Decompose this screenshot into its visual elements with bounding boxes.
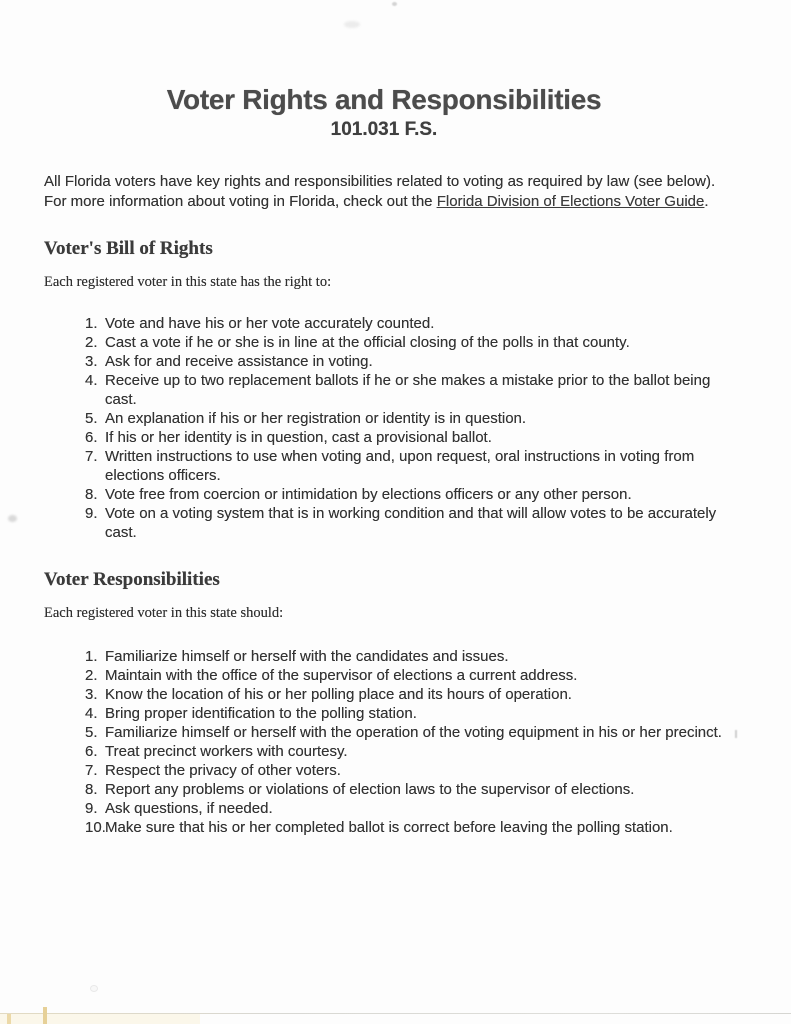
list-item-text: Written instructions to use when voting and, upon request, oral instructions in voting from elections officers. <box>105 448 695 484</box>
list-item-number: 6. <box>85 743 98 760</box>
list-item-number: 8. <box>85 781 98 798</box>
list-item-number: 8. <box>85 486 98 503</box>
scan-speck <box>392 2 397 6</box>
list-item-number: 2. <box>85 667 98 684</box>
list-item-text: Familiarize himself or herself with the operation of the voting equipment in his or her precinct. <box>105 724 722 741</box>
list-item <box>85 799 745 818</box>
scan-page-edge-mark <box>7 1014 11 1024</box>
scan-page-edge-shadow <box>0 1014 200 1024</box>
list-item <box>85 504 745 542</box>
responsibilities-section-heading: Voter Responsibilities <box>44 569 220 590</box>
scan-speck <box>735 730 737 738</box>
list-item <box>85 704 745 723</box>
list-item-text: Vote free from coercion or intimidation by elections officers or any other person. <box>105 486 632 503</box>
list-item <box>85 485 745 504</box>
statute-subtitle: 101.031 F.S. <box>330 119 438 140</box>
list-item-number: 7. <box>85 448 98 465</box>
responsibilities-section-lead: Each registered voter in this state should: <box>44 605 284 621</box>
list-item-number: 4. <box>85 372 98 389</box>
list-item <box>85 371 745 409</box>
list-item <box>85 428 745 447</box>
intro-line2-suffix: . <box>704 192 709 210</box>
responsibilities-list <box>85 647 745 837</box>
list-item-text: Know the location of his or her polling place and its hours of operation. <box>105 686 572 703</box>
list-item-number: 9. <box>85 800 98 817</box>
scan-smudge <box>8 515 17 522</box>
intro-paragraph <box>44 172 745 211</box>
list-item-number: 7. <box>85 762 98 779</box>
list-item-text: Familiarize himself or herself with the candidates and issues. <box>105 648 509 665</box>
list-item-number: 6. <box>85 429 98 446</box>
intro-line1: All Florida voters have key rights and responsibilities related to voting as required by law (see below). <box>44 173 716 190</box>
list-item-text: If his or her identity is in question, cast a provisional ballot. <box>105 429 492 446</box>
rights-section-lead: Each registered voter in this state has the right to: <box>44 274 332 290</box>
list-item-text: Make sure that his or her completed ballot is correct before leaving the polling station. <box>105 819 673 836</box>
list-item-text: Respect the privacy of other voters. <box>105 762 341 779</box>
list-item <box>85 647 745 666</box>
list-item <box>85 723 745 742</box>
list-item <box>85 314 745 333</box>
list-item-number: 5. <box>85 724 98 741</box>
list-item-number: 2. <box>85 334 98 351</box>
list-item-text: Vote and have his or her vote accurately counted. <box>105 315 435 332</box>
list-item <box>85 333 745 352</box>
rights-list <box>85 314 745 542</box>
list-item-number: 10. <box>85 819 106 836</box>
list-item-number: 3. <box>85 686 98 703</box>
list-item-text: Receive up to two replacement ballots if he or she makes a mistake prior to the ballot being cast. <box>105 372 711 408</box>
list-item-number: 4. <box>85 705 98 722</box>
list-item-text: Vote on a voting system that is in working condition and that will allow votes to be accurately cast. <box>105 505 717 541</box>
list-item <box>85 409 745 428</box>
list-item <box>85 685 745 704</box>
list-item-text: Ask questions, if needed. <box>105 800 273 817</box>
intro-line2-prefix: For more information about voting in Florida, check out the <box>44 192 437 210</box>
scan-page-edge-line <box>0 1013 791 1014</box>
list-item-text: Treat precinct workers with courtesy. <box>105 743 348 760</box>
list-item-text: Maintain with the office of the supervisor of elections a current address. <box>105 667 578 684</box>
list-item <box>85 666 745 685</box>
list-item <box>85 818 745 837</box>
list-item <box>85 447 745 485</box>
list-item <box>85 780 745 799</box>
list-item-number: 3. <box>85 353 98 370</box>
list-item <box>85 761 745 780</box>
list-item <box>85 352 745 371</box>
elections-voter-guide-link[interactable]: Florida Division of Elections Voter Guide <box>436 192 705 210</box>
list-item-text: Bring proper identification to the polling station. <box>105 705 417 722</box>
list-item-text: Report any problems or violations of election laws to the supervisor of elections. <box>105 781 635 798</box>
scan-smudge <box>344 21 360 28</box>
list-item-text: Ask for and receive assistance in voting. <box>105 353 373 370</box>
list-item-text: An explanation if his or her registration or identity is in question. <box>105 410 527 427</box>
rights-section-heading: Voter's Bill of Rights <box>44 238 213 259</box>
page-title: Voter Rights and Responsibilities <box>166 84 602 115</box>
list-item-text: Cast a vote if he or she is in line at the official closing of the polls in that county. <box>105 334 630 351</box>
list-item <box>85 742 745 761</box>
scan-speck <box>90 985 98 992</box>
list-item-number: 9. <box>85 505 98 522</box>
list-item-number: 5. <box>85 410 98 427</box>
scan-page-edge-mark <box>43 1007 47 1024</box>
list-item-number: 1. <box>85 315 98 332</box>
list-item-number: 1. <box>85 648 98 665</box>
